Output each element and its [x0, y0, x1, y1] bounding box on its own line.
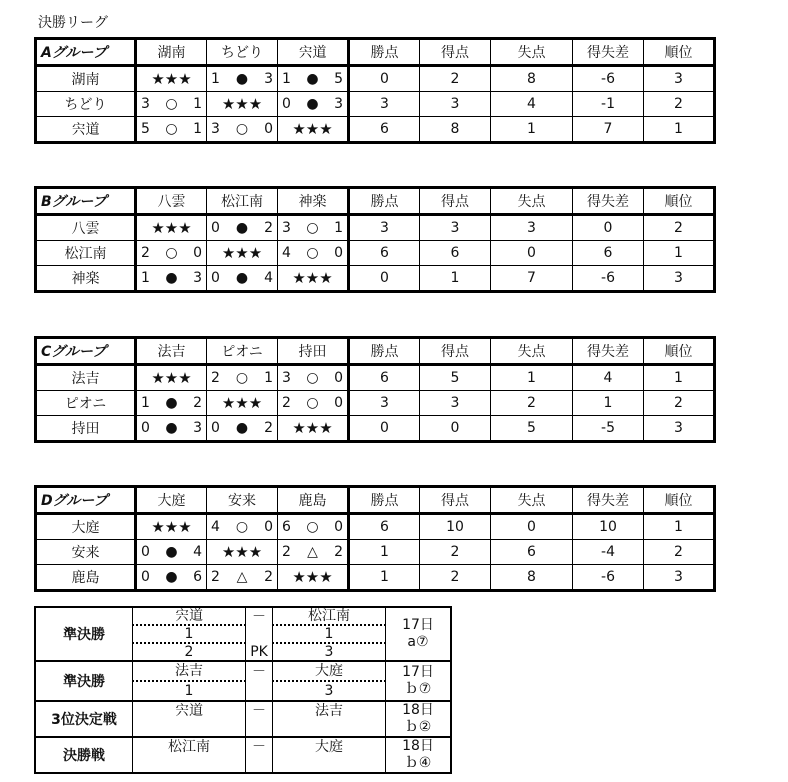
- stat-cell: -6: [573, 66, 644, 92]
- stat-cell: 3: [644, 266, 715, 292]
- stat-cell: 1: [491, 117, 573, 143]
- score-against: 3: [264, 71, 273, 87]
- stat-cell: 1: [644, 514, 715, 540]
- versus-separator: －: [246, 607, 273, 625]
- match-result-cell: [278, 66, 349, 92]
- score-against: 1: [193, 96, 202, 112]
- match-result-cell: [278, 365, 349, 391]
- column-header-stat: 得失差: [573, 487, 644, 514]
- pk-label: [246, 681, 273, 701]
- row-team-name: 八雲: [36, 215, 136, 241]
- result-mark: ○: [235, 121, 249, 137]
- round-name: 3位決定戦: [35, 701, 133, 737]
- column-header-stat: 勝点: [349, 338, 420, 365]
- self-match-cell: ★★★: [278, 565, 349, 591]
- away-team: 大庭: [273, 737, 386, 773]
- score-against: 2: [264, 420, 273, 436]
- home-team: 宍道: [133, 607, 246, 625]
- score-against: 0: [334, 395, 343, 411]
- result-mark: ●: [165, 420, 178, 436]
- table-row: [36, 365, 715, 391]
- stat-cell: 6: [349, 514, 420, 540]
- stat-cell: 2: [644, 391, 715, 416]
- home-team: 宍道: [133, 701, 246, 737]
- row-team-name: 宍道: [36, 117, 136, 143]
- stat-cell: 1: [573, 391, 644, 416]
- match-result-cell: [278, 215, 349, 241]
- stat-cell: 3: [491, 215, 573, 241]
- score-against: 0: [193, 245, 202, 261]
- stat-cell: 3: [644, 416, 715, 442]
- row-team-name: ピオニ: [36, 391, 136, 416]
- result-mark: ○: [306, 220, 319, 236]
- match-slot: ｂ②: [404, 719, 432, 735]
- stat-cell: 3: [349, 215, 420, 241]
- stat-cell: 0: [573, 215, 644, 241]
- score-for: 5: [141, 121, 150, 137]
- score-for: 2: [141, 245, 150, 261]
- stat-cell: 8: [491, 66, 573, 92]
- column-header-stat: 勝点: [349, 188, 420, 215]
- finals-row: [35, 737, 451, 773]
- score-against: 0: [264, 519, 273, 535]
- match-result-cell: [136, 391, 207, 416]
- column-header-stat: 失点: [491, 338, 573, 365]
- column-header-stat: 順位: [644, 188, 715, 215]
- stat-cell: -5: [573, 416, 644, 442]
- away-team: 松江南: [273, 607, 386, 625]
- away-team: 大庭: [273, 661, 386, 681]
- group-name: Dグループ: [36, 487, 136, 514]
- score-for: 3: [141, 96, 150, 112]
- match-result-cell: [207, 266, 278, 292]
- result-mark: ●: [235, 220, 249, 236]
- versus-separator: －: [246, 661, 273, 681]
- pk-label: [246, 625, 273, 643]
- column-header-stat: 勝点: [349, 487, 420, 514]
- self-match-cell: ★★★: [278, 266, 349, 292]
- stat-cell: 0: [420, 416, 491, 442]
- score-for: 3: [282, 370, 291, 386]
- column-header-team: 神楽: [278, 188, 349, 215]
- score-against: 2: [334, 544, 343, 560]
- score-for: 1: [282, 71, 291, 87]
- away-score: 1: [273, 625, 386, 643]
- finals-row: [35, 661, 451, 681]
- self-match-cell: ★★★: [136, 514, 207, 540]
- result-mark: ○: [165, 96, 178, 112]
- result-mark: △: [236, 569, 248, 585]
- result-mark: ○: [306, 395, 319, 411]
- match-result-cell: [207, 117, 278, 143]
- row-team-name: 湖南: [36, 66, 136, 92]
- match-result-cell: [207, 565, 278, 591]
- result-mark: ○: [306, 370, 319, 386]
- match-result-cell: [207, 365, 278, 391]
- score-for: 0: [282, 96, 291, 112]
- result-mark: ●: [235, 420, 249, 436]
- match-date: 17日: [402, 617, 434, 633]
- self-match-cell: ★★★: [278, 117, 349, 143]
- result-mark: ○: [306, 519, 319, 535]
- result-mark: ○: [165, 245, 178, 261]
- column-header-stat: 得点: [420, 338, 491, 365]
- match-result-cell: [136, 416, 207, 442]
- away-score: 3: [273, 681, 386, 701]
- column-header-stat: 得失差: [573, 338, 644, 365]
- score-for: 2: [211, 370, 220, 386]
- score-against: 1: [193, 121, 202, 137]
- match-date-slot: [386, 701, 452, 737]
- match-result-cell: [136, 241, 207, 266]
- stat-cell: 7: [573, 117, 644, 143]
- finals-table: [34, 606, 452, 774]
- stat-cell: 6: [573, 241, 644, 266]
- column-header-stat: 得失差: [573, 39, 644, 66]
- group-table: [34, 336, 716, 443]
- home-team: 法吉: [133, 661, 246, 681]
- group-table: [34, 186, 716, 293]
- stat-cell: 0: [349, 266, 420, 292]
- stat-cell: 2: [420, 66, 491, 92]
- result-mark: ○: [165, 121, 178, 137]
- score-against: 4: [264, 270, 273, 286]
- match-result-cell: [278, 241, 349, 266]
- table-row: [36, 565, 715, 591]
- finals-row: [35, 701, 451, 737]
- versus-separator: －: [246, 701, 273, 737]
- match-slot: a⑦: [407, 634, 429, 650]
- column-header-team: 宍道: [278, 39, 349, 66]
- score-for: 0: [211, 420, 220, 436]
- column-header-stat: 順位: [644, 338, 715, 365]
- stat-cell: 4: [573, 365, 644, 391]
- score-against: 0: [264, 121, 273, 137]
- score-against: 6: [193, 569, 202, 585]
- match-result-cell: [136, 565, 207, 591]
- table-row: [36, 241, 715, 266]
- stat-cell: 0: [349, 416, 420, 442]
- table-row: [36, 266, 715, 292]
- stat-cell: 0: [349, 66, 420, 92]
- group-table: [34, 37, 716, 144]
- stat-cell: 6: [349, 117, 420, 143]
- score-against: 2: [264, 569, 273, 585]
- score-against: 1: [264, 370, 273, 386]
- match-result-cell: [136, 117, 207, 143]
- result-mark: ●: [165, 544, 178, 560]
- stat-cell: 1: [644, 117, 715, 143]
- self-match-cell: ★★★: [136, 66, 207, 92]
- stat-cell: 10: [573, 514, 644, 540]
- table-row: [36, 540, 715, 565]
- result-mark: ○: [235, 519, 249, 535]
- stat-cell: 1: [349, 565, 420, 591]
- stat-cell: 3: [644, 66, 715, 92]
- match-slot: ｂ⑦: [404, 681, 432, 697]
- finals-row: [35, 607, 451, 625]
- stat-cell: 1: [644, 241, 715, 266]
- round-name: 準決勝: [35, 661, 133, 701]
- group-table: [34, 485, 716, 592]
- self-match-cell: ★★★: [136, 365, 207, 391]
- self-match-cell: ★★★: [278, 416, 349, 442]
- result-mark: ●: [235, 71, 249, 87]
- column-header-stat: 失点: [491, 39, 573, 66]
- stat-cell: 0: [491, 241, 573, 266]
- home-score: 1: [133, 681, 246, 701]
- score-against: 0: [334, 519, 343, 535]
- round-name: 準決勝: [35, 607, 133, 661]
- column-header-team: ピオニ: [207, 338, 278, 365]
- score-for: 0: [141, 544, 150, 560]
- stat-cell: 5: [420, 365, 491, 391]
- group-name: Bグループ: [36, 188, 136, 215]
- stat-cell: 4: [491, 92, 573, 117]
- score-for: 4: [211, 519, 220, 535]
- match-result-cell: [207, 66, 278, 92]
- score-against: 2: [193, 395, 202, 411]
- self-match-cell: ★★★: [207, 391, 278, 416]
- table-row: [36, 215, 715, 241]
- row-team-name: 松江南: [36, 241, 136, 266]
- result-mark: ●: [306, 96, 319, 112]
- score-for: 2: [282, 544, 291, 560]
- column-header-stat: 得点: [420, 487, 491, 514]
- result-mark: ●: [165, 569, 178, 585]
- column-header-team: 鹿島: [278, 487, 349, 514]
- stat-cell: 8: [491, 565, 573, 591]
- stat-cell: 0: [491, 514, 573, 540]
- score-for: 0: [141, 569, 150, 585]
- pk-label: PK: [246, 643, 273, 661]
- match-date: 18日: [402, 702, 434, 718]
- score-for: 2: [282, 395, 291, 411]
- stat-cell: 2: [644, 215, 715, 241]
- stat-cell: 6: [349, 365, 420, 391]
- row-team-name: ちどり: [36, 92, 136, 117]
- score-against: 3: [193, 270, 202, 286]
- column-header-team: 安来: [207, 487, 278, 514]
- match-date: 18日: [402, 738, 434, 754]
- stat-cell: -6: [573, 565, 644, 591]
- self-match-cell: ★★★: [207, 540, 278, 565]
- table-row: [36, 92, 715, 117]
- score-for: 0: [211, 270, 220, 286]
- match-date-slot: [386, 737, 452, 773]
- match-result-cell: [136, 266, 207, 292]
- column-header-team: 湖南: [136, 39, 207, 66]
- stat-cell: 3: [420, 215, 491, 241]
- home-team: 松江南: [133, 737, 246, 773]
- result-mark: ○: [306, 245, 319, 261]
- table-row: [36, 514, 715, 540]
- table-row: [36, 391, 715, 416]
- table-row: [36, 416, 715, 442]
- score-against: 0: [334, 245, 343, 261]
- home-score: 2: [133, 643, 246, 661]
- group-name: Aグループ: [36, 39, 136, 66]
- stat-cell: 6: [349, 241, 420, 266]
- result-mark: ○: [235, 370, 249, 386]
- column-header-team: 持田: [278, 338, 349, 365]
- result-mark: ●: [165, 395, 178, 411]
- home-score: 1: [133, 625, 246, 643]
- result-mark: △: [307, 544, 318, 560]
- score-for: 1: [141, 270, 150, 286]
- match-result-cell: [207, 416, 278, 442]
- column-header-team: 法吉: [136, 338, 207, 365]
- stat-cell: 6: [420, 241, 491, 266]
- score-against: 2: [264, 220, 273, 236]
- column-header-team: ちどり: [207, 39, 278, 66]
- row-team-name: 法吉: [36, 365, 136, 391]
- match-result-cell: [278, 540, 349, 565]
- row-team-name: 神楽: [36, 266, 136, 292]
- result-mark: ●: [165, 270, 178, 286]
- result-mark: ●: [306, 71, 319, 87]
- stat-cell: 3: [420, 391, 491, 416]
- stat-cell: -1: [573, 92, 644, 117]
- stat-cell: 6: [491, 540, 573, 565]
- row-team-name: 鹿島: [36, 565, 136, 591]
- score-against: 3: [334, 96, 343, 112]
- away-team: 法吉: [273, 701, 386, 737]
- score-for: 4: [282, 245, 291, 261]
- score-for: 6: [282, 519, 291, 535]
- column-header-stat: 順位: [644, 39, 715, 66]
- stat-cell: 2: [491, 391, 573, 416]
- score-for: 2: [211, 569, 220, 585]
- table-row: [36, 66, 715, 92]
- score-against: 0: [334, 370, 343, 386]
- stat-cell: 1: [491, 365, 573, 391]
- match-date-slot: [386, 607, 452, 661]
- stat-cell: 3: [644, 565, 715, 591]
- column-header-stat: 失点: [491, 487, 573, 514]
- table-row: [36, 117, 715, 143]
- score-for: 1: [211, 71, 220, 87]
- score-for: 0: [211, 220, 220, 236]
- score-against: 4: [193, 544, 202, 560]
- stat-cell: 3: [349, 391, 420, 416]
- stat-cell: 1: [644, 365, 715, 391]
- stat-cell: 2: [644, 92, 715, 117]
- match-result-cell: [278, 514, 349, 540]
- stat-cell: 3: [349, 92, 420, 117]
- column-header-stat: 得点: [420, 188, 491, 215]
- stat-cell: 8: [420, 117, 491, 143]
- versus-separator: －: [246, 737, 273, 773]
- stat-cell: 2: [420, 540, 491, 565]
- stat-cell: 1: [420, 266, 491, 292]
- score-for: 0: [141, 420, 150, 436]
- match-date: 17日: [402, 664, 434, 680]
- row-team-name: 持田: [36, 416, 136, 442]
- row-team-name: 大庭: [36, 514, 136, 540]
- score-for: 3: [211, 121, 220, 137]
- column-header-team: 松江南: [207, 188, 278, 215]
- match-result-cell: [136, 540, 207, 565]
- match-result-cell: [207, 215, 278, 241]
- match-result-cell: [278, 391, 349, 416]
- score-for: 3: [282, 220, 291, 236]
- match-result-cell: [136, 92, 207, 117]
- self-match-cell: ★★★: [136, 215, 207, 241]
- stat-cell: -4: [573, 540, 644, 565]
- score-against: 1: [334, 220, 343, 236]
- column-header-team: 八雲: [136, 188, 207, 215]
- self-match-cell: ★★★: [207, 241, 278, 266]
- stat-cell: 3: [420, 92, 491, 117]
- stat-cell: 7: [491, 266, 573, 292]
- match-result-cell: [207, 514, 278, 540]
- result-mark: ●: [235, 270, 249, 286]
- stat-cell: 1: [349, 540, 420, 565]
- away-score: 3: [273, 643, 386, 661]
- column-header-stat: 得失差: [573, 188, 644, 215]
- round-name: 決勝戦: [35, 737, 133, 773]
- page-title: 決勝リーグ: [38, 15, 108, 31]
- match-result-cell: [278, 92, 349, 117]
- score-against: 3: [193, 420, 202, 436]
- stat-cell: -6: [573, 266, 644, 292]
- self-match-cell: ★★★: [207, 92, 278, 117]
- stat-cell: 2: [644, 540, 715, 565]
- column-header-stat: 得点: [420, 39, 491, 66]
- column-header-stat: 勝点: [349, 39, 420, 66]
- column-header-stat: 順位: [644, 487, 715, 514]
- column-header-team: 大庭: [136, 487, 207, 514]
- match-slot: ｂ④: [404, 755, 432, 771]
- score-for: 1: [141, 395, 150, 411]
- match-date-slot: [386, 661, 452, 701]
- stat-cell: 2: [420, 565, 491, 591]
- group-name: Cグループ: [36, 338, 136, 365]
- stat-cell: 5: [491, 416, 573, 442]
- stat-cell: 10: [420, 514, 491, 540]
- score-against: 5: [334, 71, 343, 87]
- row-team-name: 安来: [36, 540, 136, 565]
- column-header-stat: 失点: [491, 188, 573, 215]
